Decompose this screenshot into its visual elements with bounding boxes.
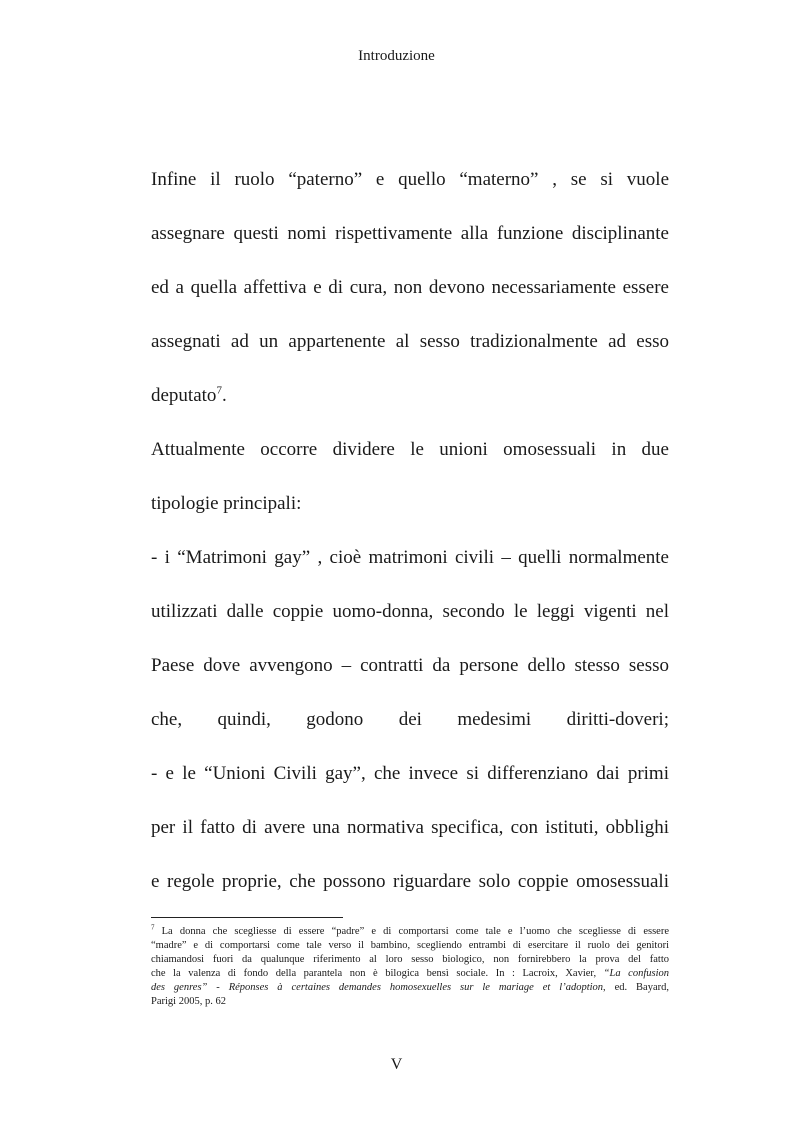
footnote-line: che la valenza di fondo della parantela non è bilogica bensì sociale. In : Lacroix, Xavier, “La confusion (151, 968, 669, 979)
text-line: - e le “Unioni Civili gay”, che invece si differenziano dai primi (151, 763, 669, 784)
footnote-reference: 7 (216, 384, 222, 397)
page-number: V (390, 1056, 403, 1073)
citation-title: “La confusion (603, 968, 669, 979)
text-line: per il fatto di avere una normativa specifica, con istituti, obblighi (151, 817, 669, 838)
footnote-line: Parigi 2005, p. 62 (151, 996, 226, 1007)
running-header: Introduzione (358, 48, 435, 64)
deputato-period: . (221, 385, 227, 406)
text-line: assegnati ad un appartenente al sesso tradizionalmente ad esso (151, 331, 669, 352)
footnote-line: des genres” - Réponses à certaines demandes homosexuelles sur le mariage et l’adoption, ed. Bayard, (151, 982, 669, 993)
text-line (151, 369, 669, 423)
footnote-line: chiamandosi fuori da qualunque riferimento al loro sesso biologico, non fornirebbero la prova del fatto (151, 954, 669, 965)
citation-title: des genres” - Réponses à certaines demandes homosexuelles sur le mariage et l’adoption (151, 982, 604, 993)
footnote-divider (151, 917, 343, 918)
footnote-line: $^7$ La donna che scegliesse di essere “padre” e di comportarsi come tale e l’uomo che scegliesse di essere (151, 923, 669, 937)
body-text (151, 153, 669, 909)
text-line: Infine il ruolo “paterno” e quello “materno” , se si vuole (151, 169, 669, 190)
footnote-line: “madre” e di comportarsi come tale verso il bambino, scegliendo entrambi di esercitare il ruolo dei genitori (151, 940, 669, 951)
text-line: ed a quella affettiva e di cura, non devono necessariamente essere (151, 277, 669, 298)
text-line: assegnare questi nomi rispettivamente alla funzione disciplinante (151, 223, 669, 244)
footnote (151, 925, 669, 1009)
text-line: - i “Matrimoni gay” , cioè matrimoni civili – quelli normalmente (151, 547, 669, 568)
text-line: utilizzati dalle coppie uomo-donna, secondo le leggi vigenti nel (151, 601, 669, 622)
text-line: tipologie principali: (151, 493, 302, 514)
text-line: Attualmente occorre dividere le unioni omosessuali in due (151, 439, 669, 460)
text-line: Paese dove avvengono – contratti da persone dello stesso sesso (151, 655, 669, 676)
deputato-word: deputato (151, 385, 217, 406)
text-line: che, quindi, godono dei medesimi diritti-doveri; (151, 709, 669, 730)
footnote-number: 7 (151, 923, 155, 932)
text-line: e regole proprie, che possono riguardare solo coppie omosessuali (151, 871, 669, 892)
